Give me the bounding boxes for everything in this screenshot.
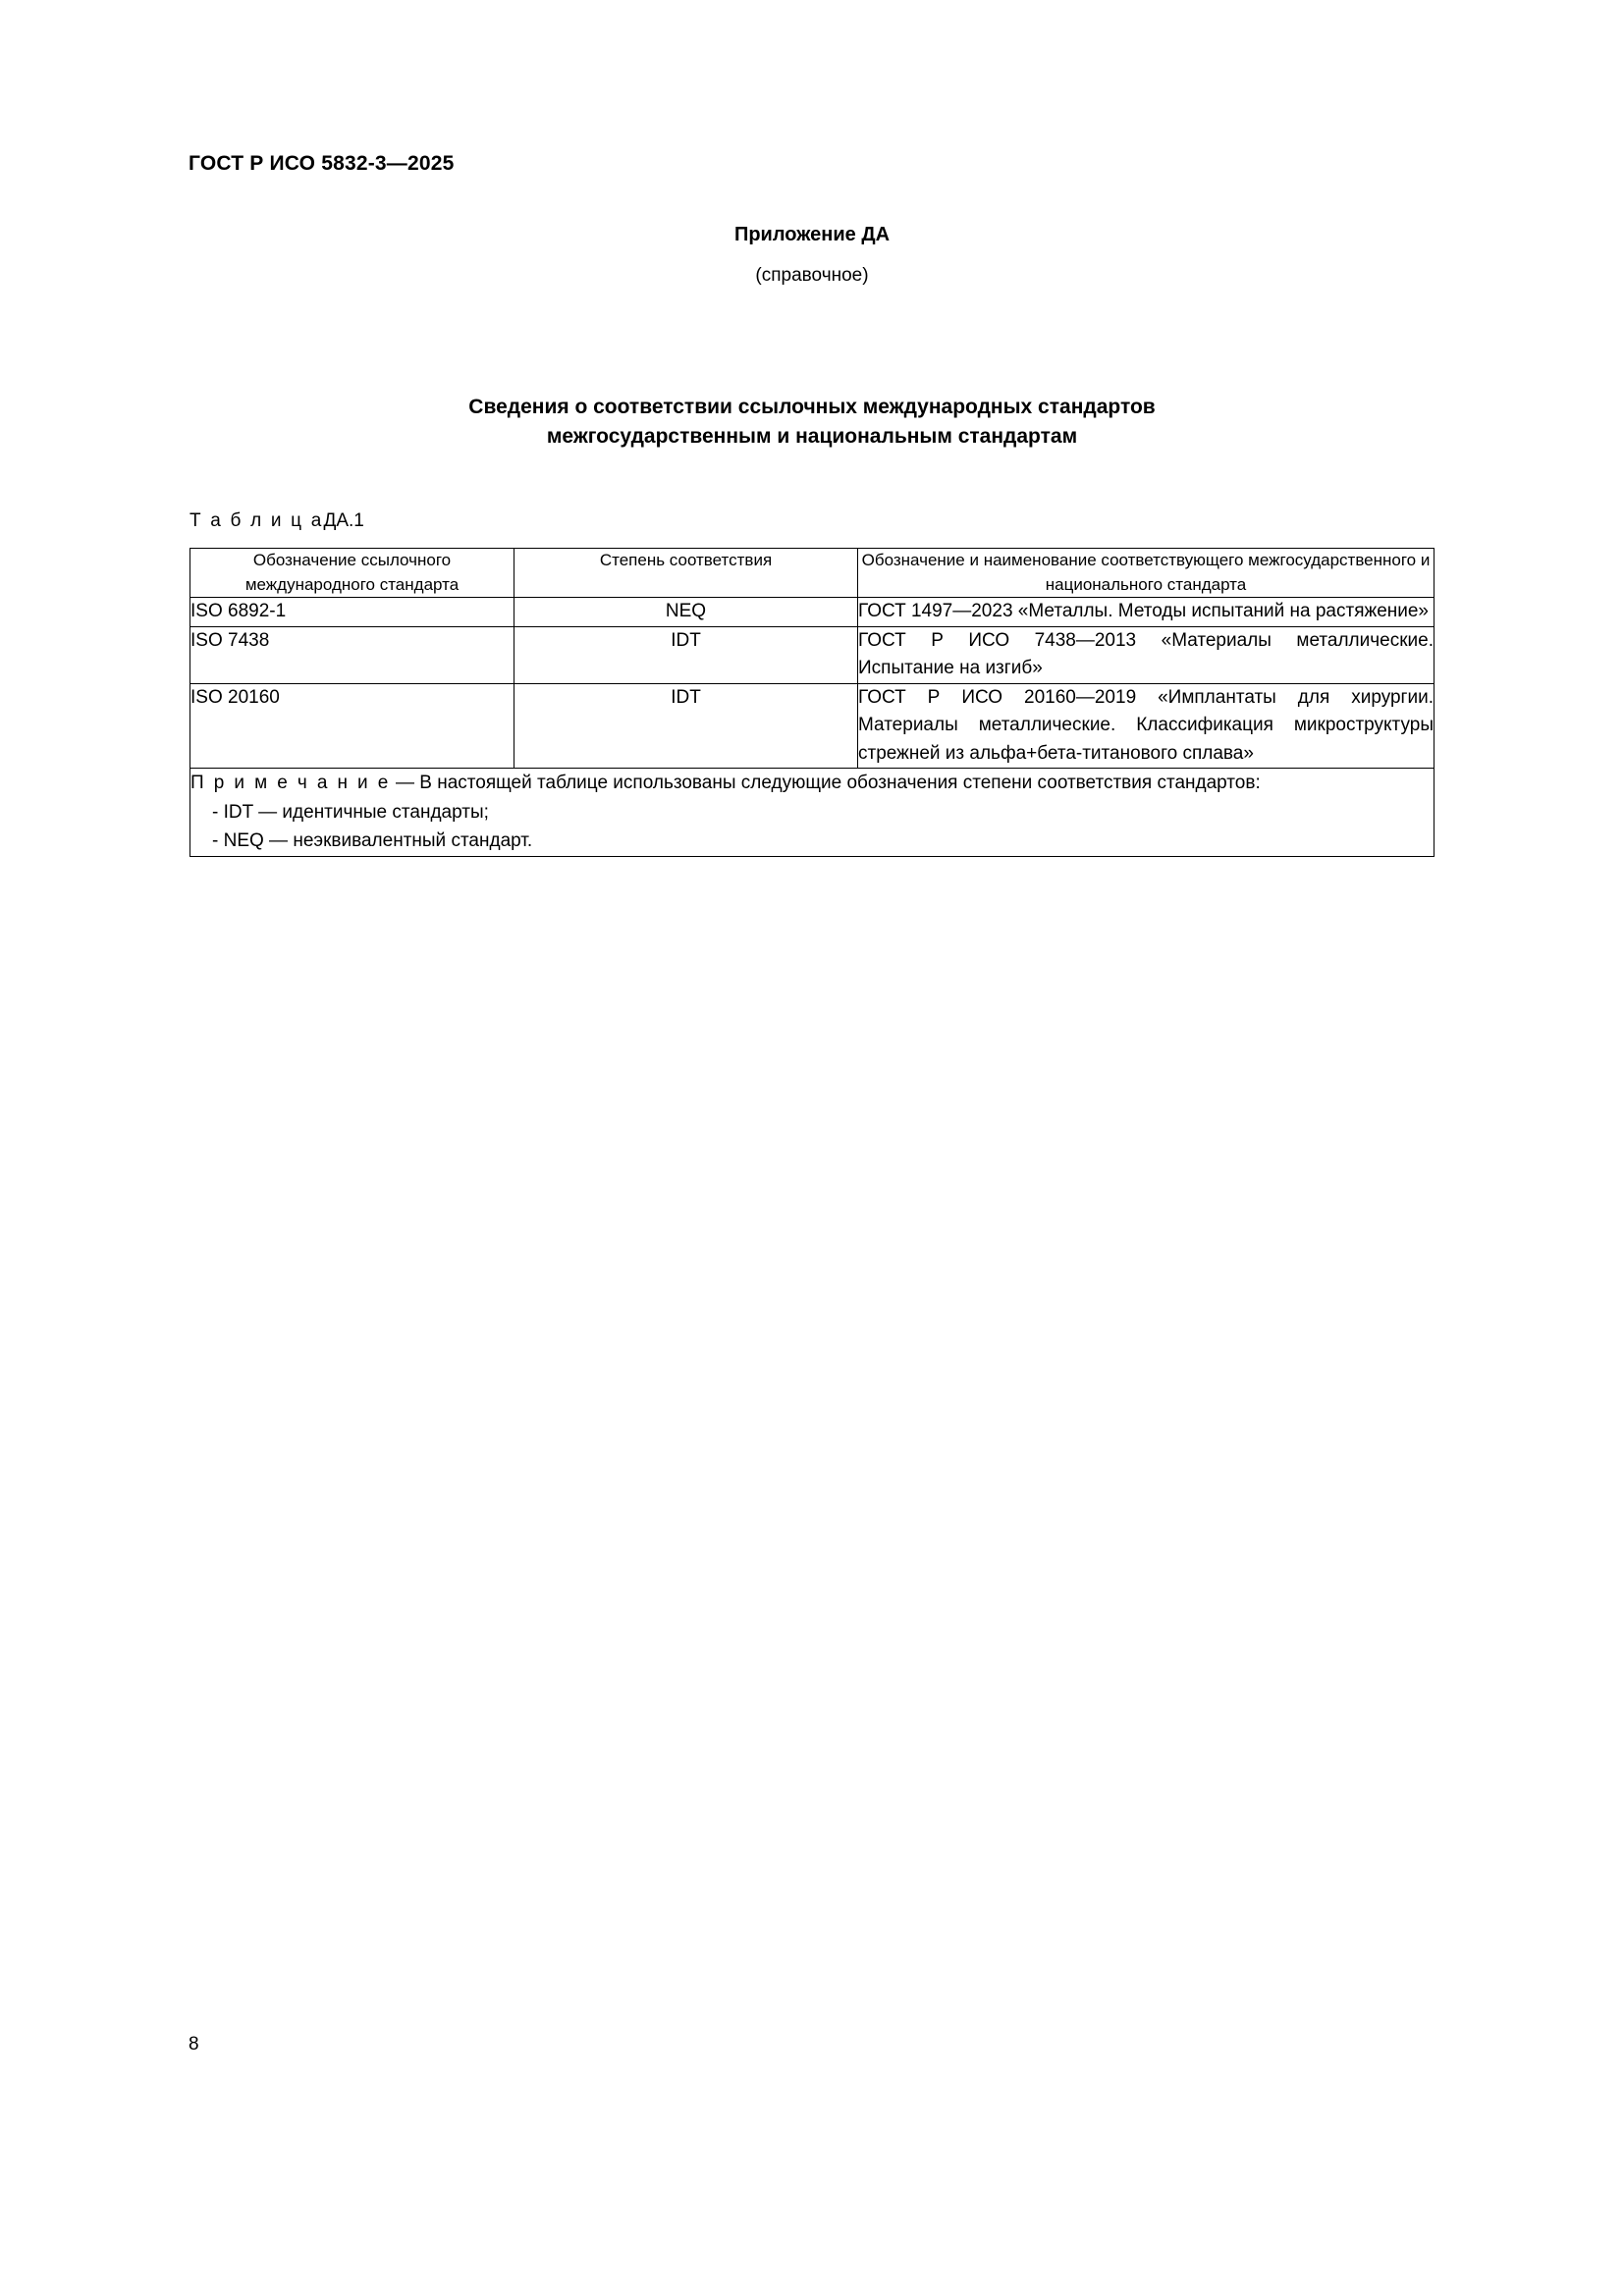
cell-national: ГОСТ 1497—2023 «Металлы. Методы испытаний на растяжение» bbox=[858, 598, 1435, 627]
cell-degree: IDT bbox=[514, 626, 858, 683]
table-caption-number: ДА.1 bbox=[323, 510, 364, 531]
cell-reference: ISO 7438 bbox=[190, 626, 514, 683]
cell-degree: NEQ bbox=[514, 598, 858, 627]
note-list bbox=[190, 798, 1434, 856]
section-title-line-2: межгосударственным и национальным стандартам bbox=[546, 425, 1078, 449]
page-header: ГОСТ Р ИСО 5832-3—2025 bbox=[189, 152, 455, 175]
appendix-title: Приложение ДА bbox=[733, 224, 891, 245]
table-note bbox=[190, 769, 1435, 856]
table-header-national: Обозначение и наименование соответствующего межгосударственного и национального стандарта bbox=[858, 549, 1435, 598]
cell-degree: IDT bbox=[514, 683, 858, 769]
cell-national: ГОСТ Р ИСО 20160—2019 «Имплантаты для хирургии. Материалы металлические. Классификация микроструктуры стрежней из альфа+бета-титанового сплава» bbox=[858, 683, 1435, 769]
table-caption-label: Т а б л и ц а bbox=[189, 510, 324, 531]
table-header-degree: Степень соответствия bbox=[514, 549, 858, 598]
table-row bbox=[190, 626, 1435, 683]
note-label: П р и м е ч а н и е bbox=[190, 773, 391, 794]
table-caption bbox=[189, 510, 364, 532]
cell-national: ГОСТ Р ИСО 7438—2013 «Материалы металлические. Испытание на изгиб» bbox=[858, 626, 1435, 683]
note-list-item: - IDT — идентичные стандарты; bbox=[212, 801, 489, 823]
table-row bbox=[190, 683, 1435, 769]
cell-reference: ISO 6892-1 bbox=[190, 598, 514, 627]
note-list-item: - NEQ — неэквивалентный стандарт. bbox=[212, 830, 533, 852]
page-number: 8 bbox=[189, 2034, 199, 2055]
table-header-row bbox=[190, 549, 1435, 598]
cell-reference: ISO 20160 bbox=[190, 683, 514, 769]
table-note-row bbox=[190, 769, 1435, 856]
table-header-reference: Обозначение ссылочного международного стандарта bbox=[190, 549, 514, 598]
note-text: — В настоящей таблице использованы следующие обозначения степени соответствия стандартов: bbox=[390, 773, 1261, 794]
correspondence-table bbox=[189, 548, 1435, 857]
table-row bbox=[190, 598, 1435, 627]
appendix-subtitle: (справочное) bbox=[755, 265, 869, 286]
section-title-line-1: Сведения о соответствии ссылочных международных стандартов bbox=[468, 396, 1156, 418]
section-title bbox=[0, 393, 1624, 453]
